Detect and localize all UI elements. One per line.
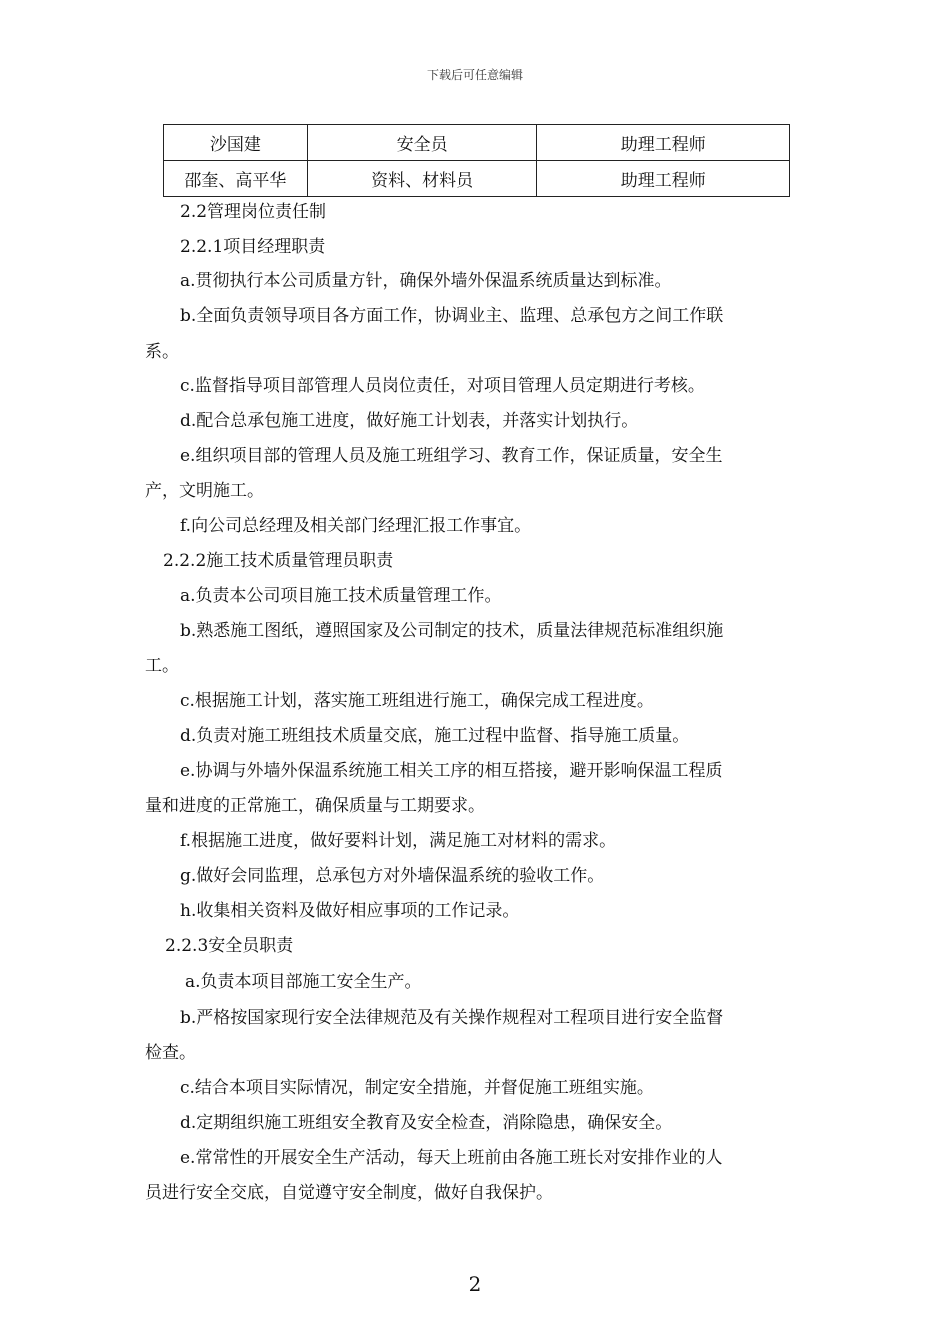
paragraph-line: d.负责对施工班组技术质量交底，施工过程中监督、指导施工质量。 — [180, 726, 690, 746]
paragraph-line: d.配合总承包施工进度，做好施工计划表，并落实计划执行。 — [180, 411, 639, 431]
subsection-heading: 2.2.1项目经理职责 — [180, 237, 326, 257]
staff-name-cell: 沙国建 — [164, 125, 308, 161]
table-row — [164, 161, 790, 197]
paragraph-line: d.定期组织施工班组安全教育及安全检查，消除隐患，确保安全。 — [180, 1113, 673, 1133]
paragraph-line: f.向公司总经理及相关部门经理汇报工作事宜。 — [180, 516, 532, 536]
staff-title-cell: 助理工程师 — [537, 125, 790, 161]
table-row — [164, 125, 790, 161]
paragraph-line: f.根据施工进度，做好要料计划，满足施工对材料的需求。 — [180, 831, 617, 851]
paragraph-line: 系。 — [145, 342, 179, 362]
paragraph-line: e.常常性的开展安全生产活动，每天上班前由各施工班长对安排作业的人 — [180, 1148, 723, 1168]
paragraph-line: c.监督指导项目部管理人员岗位责任，对项目管理人员定期进行考核。 — [180, 376, 705, 396]
paragraph-line: e.组织项目部的管理人员及施工班组学习、教育工作，保证质量，安全生 — [180, 446, 723, 466]
paragraph-line: b.严格按国家现行安全法律规范及有关操作规程对工程项目进行安全监督 — [180, 1008, 724, 1028]
paragraph-line: 检查。 — [145, 1043, 196, 1063]
paragraph-line: b.熟悉施工图纸，遵照国家及公司制定的技术，质量法律规范标准组织施 — [180, 621, 724, 641]
staff-role-cell: 安全员 — [307, 125, 537, 161]
page-number: 2 — [468, 1272, 482, 1296]
paragraph-line: c.结合本项目实际情况，制定安全措施，并督促施工班组实施。 — [180, 1078, 654, 1098]
paragraph-line: 量和进度的正常施工，确保质量与工期要求。 — [145, 796, 485, 816]
staff-name-cell: 邵奎、高平华 — [164, 161, 308, 197]
staff-role-cell: 资料、材料员 — [307, 161, 537, 197]
staff-title-cell: 助理工程师 — [537, 161, 790, 197]
paragraph-line: a.贯彻执行本公司质量方针，确保外墙外保温系统质量达到标准。 — [180, 271, 672, 291]
paragraph-line: h.收集相关资料及做好相应事项的工作记录。 — [180, 901, 520, 921]
paragraph-line: b.全面负责领导项目各方面工作，协调业主、监理、总承包方之间工作联 — [180, 306, 724, 326]
staff-table — [163, 124, 790, 197]
paragraph-line: e.协调与外墙外保温系统施工相关工序的相互搭接，避开影响保温工程质 — [180, 761, 723, 781]
paragraph-line: a.负责本项目部施工安全生产。 — [185, 972, 422, 992]
page-header: 下载后可任意编辑 — [426, 68, 523, 82]
paragraph-line: c.根据施工计划，落实施工班组进行施工，确保完成工程进度。 — [180, 691, 654, 711]
paragraph-line: g.做好会同监理，总承包方对外墙保温系统的验收工作。 — [180, 866, 605, 886]
subsection-heading: 2.2.2施工技术质量管理员职责 — [163, 551, 394, 571]
subsection-heading: 2.2.3安全员职责 — [165, 936, 294, 956]
paragraph-line: 工。 — [145, 656, 179, 676]
section-heading: 2.2管理岗位责任制 — [180, 202, 327, 222]
paragraph-line: 产，文明施工。 — [145, 481, 264, 501]
paragraph-line: 员进行安全交底，自觉遵守安全制度，做好自我保护。 — [145, 1183, 553, 1203]
paragraph-line: a.负责本公司项目施工技术质量管理工作。 — [180, 586, 502, 606]
